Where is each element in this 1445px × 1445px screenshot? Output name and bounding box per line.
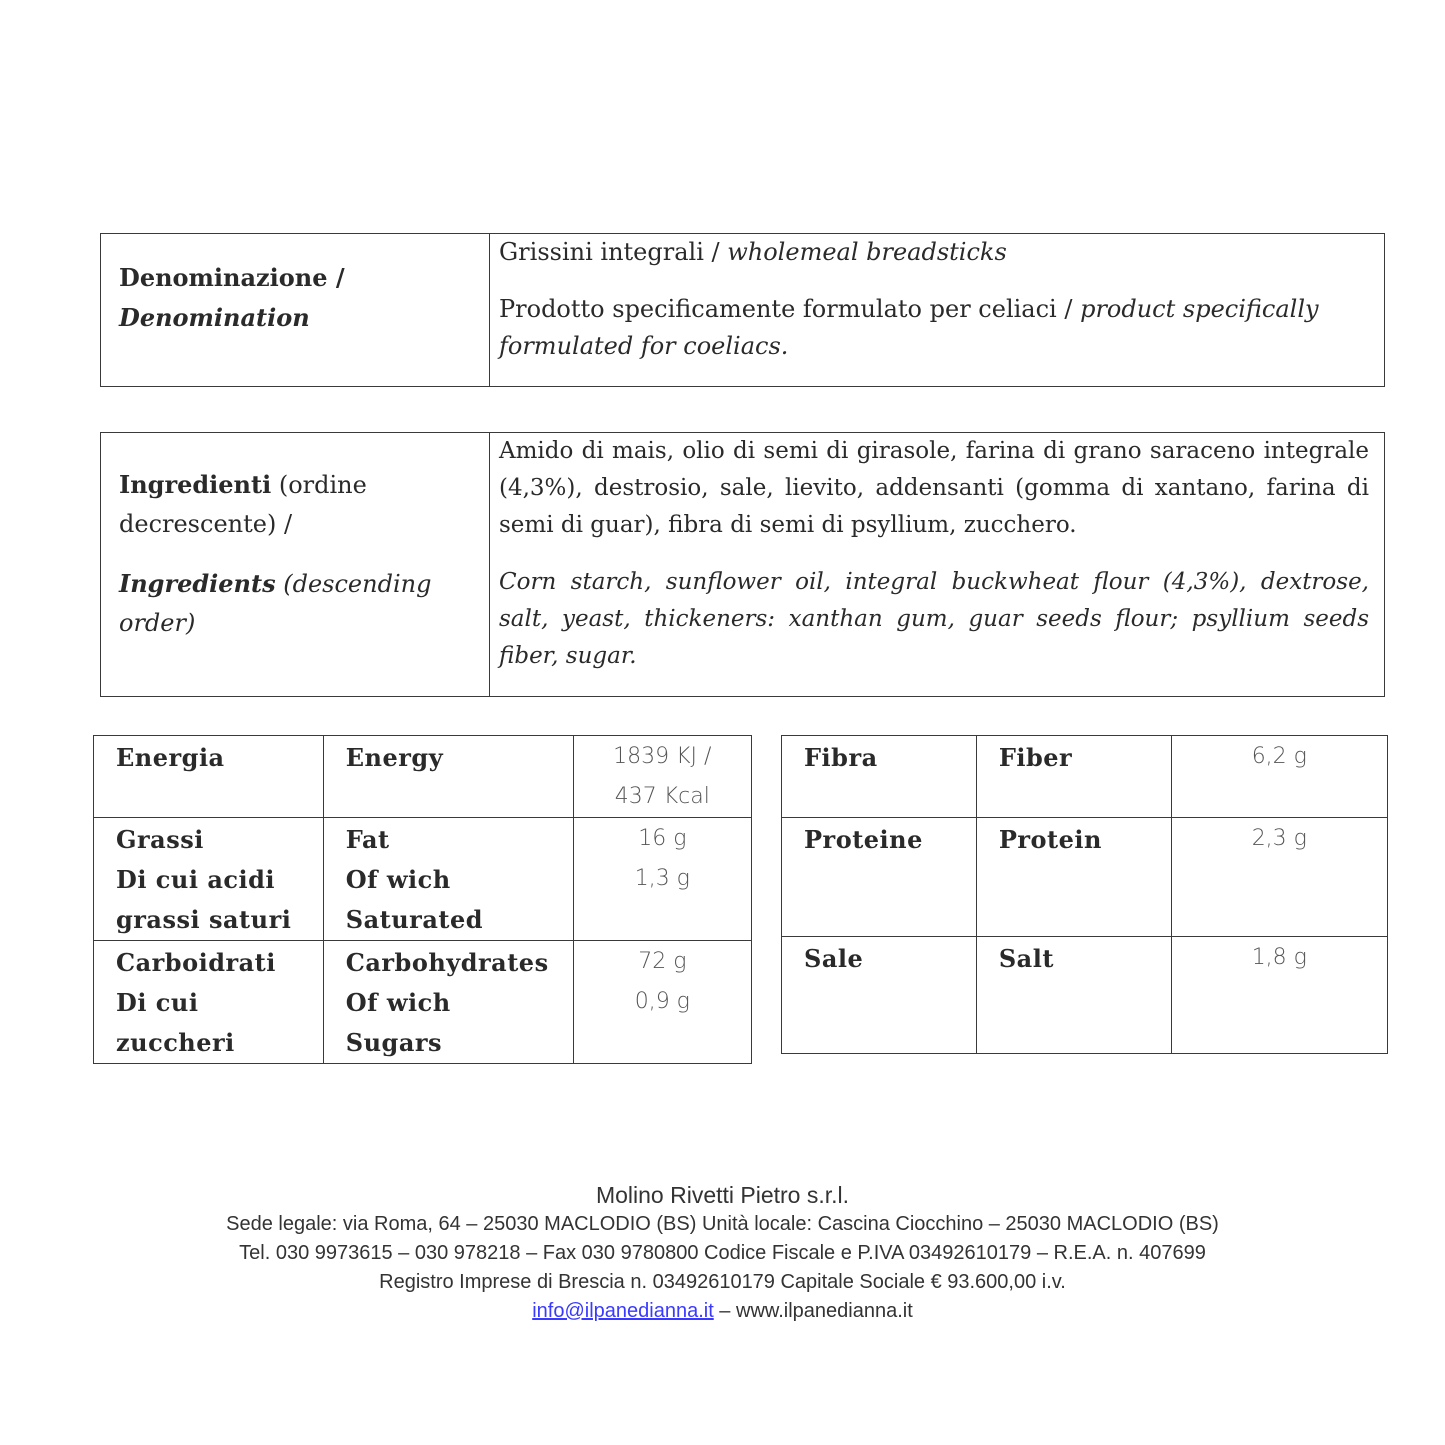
nutrition-val-text: 0,9 g (634, 989, 690, 1014)
company-name: Molino Rivetti Pietro s.r.l. (595, 1182, 850, 1208)
nutrition-cell-val (1171, 736, 1387, 818)
nutrition-val-text: 16 g (638, 826, 687, 851)
nutrition-en-text: Of wich (345, 988, 451, 1017)
nutrition-val-text: 1839 KJ / (613, 744, 712, 769)
website-text: www.ilpanedianna.it (736, 1300, 913, 1322)
nutrition-en-text: Protein (998, 825, 1102, 854)
nutrition-cell-val (573, 941, 751, 1064)
nutrition-en-text: Carbohydrates (345, 948, 549, 977)
nutrition-cell-en (323, 736, 573, 818)
nutrition-row (94, 818, 752, 941)
denomination-label-en: Denomination (119, 303, 310, 332)
nutrition-it-text: Carboidrati (116, 948, 276, 977)
nutrition-row (782, 818, 1388, 937)
ingredients-label-en: Ingredients (descending order) (119, 569, 432, 637)
nutrition-en-text: Saturated (345, 905, 483, 934)
nutrition-cell-en (976, 736, 1171, 818)
nutrition-row (94, 941, 752, 1064)
nutrition-val-text: 2,3 g (1251, 826, 1307, 851)
nutrition-it-text: grassi saturi (116, 905, 292, 934)
nutrition-cell-it (782, 736, 977, 818)
ingredients-label-it: Ingredienti (ordine decrescente) / (119, 470, 367, 538)
nutrition-val-text: 6,2 g (1251, 744, 1307, 769)
footer-contacts: Tel. 030 9973615 – 030 978218 – Fax 030 9780800 Codice Fiscale e P.IVA 03492610179 – R.E.A. n. 407699 (239, 1242, 1206, 1264)
nutrition-val-text: 72 g (638, 949, 687, 974)
nutrition-it-text: Proteine (804, 825, 923, 854)
footer-address: Sede legale: via Roma, 64 – 25030 MACLODIO (BS) Unità locale: Cascina Ciocchino – 25030 MACLODIO (BS) (226, 1213, 1219, 1235)
nutrition-table-right (781, 735, 1388, 1054)
nutrition-it-text: Energia (116, 743, 225, 772)
nutrition-it-text: zuccheri (116, 1028, 235, 1057)
nutrition-it-text: Grassi (116, 825, 204, 854)
nutrition-cell-val (1171, 937, 1387, 1054)
nutrition-it-text: Di cui (116, 988, 199, 1017)
nutrition-row (782, 736, 1388, 818)
nutrition-cell-val (573, 736, 751, 818)
nutrition-en-text: Energy (345, 743, 444, 772)
ingredients-text-en: Corn starch, sunflower oil, integral buckwheat flour (4,3%), dextrose, salt, yeast, thickeners: xanthan gum, guar seeds flour; psyllium seeds fiber, sugar. (499, 569, 1369, 669)
nutrition-cell-it (94, 818, 324, 941)
nutrition-cell-en (323, 818, 573, 941)
footer-registry: Registro Imprese di Brescia n. 03492610179 Capitale Sociale € 93.600,00 i.v. (379, 1271, 1066, 1293)
denomination-table (100, 233, 1385, 387)
nutrition-en-text: Of wich (345, 865, 451, 894)
nutrition-cell-it (782, 937, 977, 1054)
nutrition-val-text: 437 Kcal (614, 784, 710, 809)
nutrition-cell-en (976, 937, 1171, 1054)
nutrition-cell-en (976, 818, 1171, 937)
company-footer (0, 1180, 1445, 1326)
denomination-label (119, 258, 469, 338)
nutrition-val-text: 1,3 g (634, 866, 690, 891)
nutrition-it-text: Di cui acidi (116, 865, 275, 894)
footer-links: info@ilpanedianna.it – www.ilpanedianna.it (532, 1300, 913, 1322)
nutrition-cell-it (94, 941, 324, 1064)
nutrition-cell-it (94, 736, 324, 818)
email-link[interactable]: info@ilpanedianna.it (532, 1300, 714, 1322)
nutrition-val-text: 1,8 g (1251, 945, 1307, 970)
nutrition-cell-it (782, 818, 977, 937)
nutrition-en-text: Salt (998, 944, 1054, 973)
denomination-description: Prodotto specificamente formulato per celiaci / product specifically formulated for coeliacs. (499, 295, 1319, 360)
nutrition-en-text: Fiber (998, 743, 1073, 772)
nutrition-it-text: Fibra (804, 743, 878, 772)
nutrition-cell-val (573, 818, 751, 941)
denomination-label-it: Denominazione / (119, 263, 345, 292)
nutrition-row (782, 937, 1388, 1054)
column-divider (489, 433, 490, 696)
column-divider (489, 234, 490, 386)
ingredients-table (100, 432, 1385, 697)
denomination-name: Grissini integrali / wholemeal breadsticks (499, 238, 1007, 266)
nutrition-en-text: Sugars (345, 1028, 443, 1057)
nutrition-row (94, 736, 752, 818)
nutrition-cell-en (323, 941, 573, 1064)
nutrition-cell-val (1171, 818, 1387, 937)
nutrition-it-text: Sale (804, 944, 864, 973)
ingredients-text-it: Amido di mais, olio di semi di girasole, farina di grano saraceno integrale (4,3%), destrosio, sale, lievito, addensanti (gomma di xantano, farina di semi di guar), fibra di semi di psyllium, zucchero. (499, 438, 1369, 538)
nutrition-en-text: Fat (345, 825, 390, 854)
nutrition-table-left (93, 735, 752, 1064)
